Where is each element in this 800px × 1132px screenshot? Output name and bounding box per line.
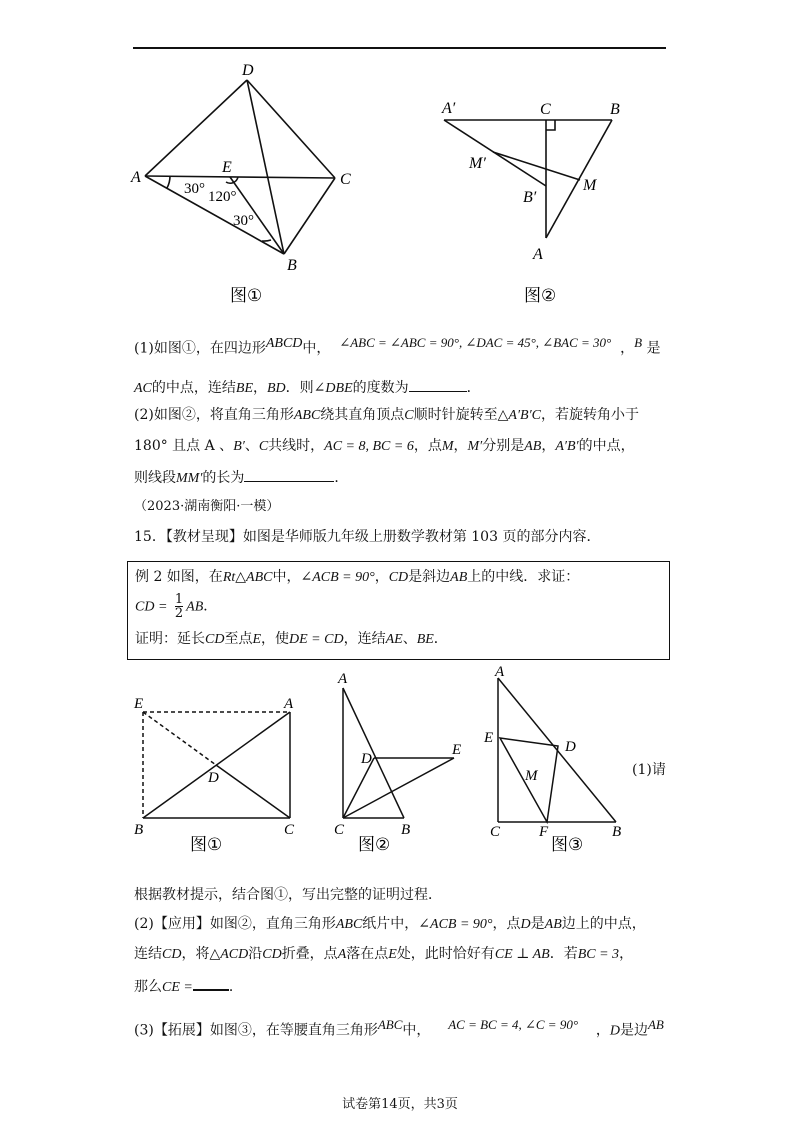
- f1-label-E: E: [134, 696, 144, 712]
- arc-angle-B: [262, 240, 271, 241]
- seg-ED-dashed: [143, 712, 216, 765]
- f3-label-F: F: [539, 824, 549, 840]
- seg-AB: [145, 176, 284, 254]
- label-D: D: [242, 62, 254, 79]
- q15-part1-tail: (1)请: [632, 762, 666, 778]
- q15-figures: [0, 660, 800, 860]
- answer-blank-3[interactable]: [193, 975, 229, 991]
- seg-MMp: [493, 152, 580, 180]
- right-angle-mark: [546, 120, 555, 130]
- seg-BC: [284, 178, 335, 254]
- f2-label-C: C: [334, 822, 345, 838]
- f1-label-B: B: [134, 822, 144, 838]
- seg-CE2: [343, 758, 454, 818]
- caption-q15-fig1: 图①: [190, 835, 223, 855]
- label-B2: B: [610, 101, 620, 118]
- seg-AB2: [343, 688, 404, 818]
- box-line1: 例 2 如图，在Rt△ABC中，∠ACB = 90°，CD是斜边AB上的中线．求证：: [135, 569, 580, 585]
- q15-part2-line2: 连结CD，将△ACD沿CD折叠，点A落在点E处，此时恰好有CE ⊥ AB．若BC = 3，: [134, 946, 634, 962]
- f3-label-M: M: [525, 768, 538, 784]
- seg-AC: [145, 176, 335, 178]
- angle-label-30a: 30°: [184, 181, 205, 197]
- label-E: E: [222, 159, 232, 176]
- q14-part2-line3: 则线段MM′的长为 ．: [134, 467, 348, 489]
- f2-label-B: B: [401, 822, 411, 838]
- q14-part1-line2: AC的中点，连结BE，BD．则∠DBE的度数为 ．: [134, 377, 481, 399]
- q15-part3-line1: (3)【拓展】如图③，在等腰直角三角形$^{ABC}$中， $^{AC = BC = 4, \angle C = 90^\circ}$ ，D是边$^{AB}$: [134, 1017, 664, 1039]
- caption-q15-fig2: 图②: [358, 835, 391, 855]
- q14-source: （2023·湖南衡阳·一模）: [134, 499, 280, 514]
- caption-top-fig1: 图①: [230, 286, 263, 306]
- label-C: C: [340, 171, 351, 188]
- f2-label-E: E: [452, 742, 462, 758]
- f2-label-D: D: [361, 751, 372, 767]
- label-Bp: B′: [523, 189, 537, 206]
- f1-label-A: A: [284, 696, 294, 712]
- q15-part2-line3: 那么CE = ．: [134, 975, 243, 998]
- q15-part1-line: 根据教材提示，结合图①，写出完整的证明过程．: [134, 887, 442, 903]
- label-Mp: M′: [469, 155, 486, 172]
- angle-label-120: 120°: [208, 189, 237, 205]
- f2-label-A: A: [338, 671, 348, 687]
- caption-q15-fig3: 图③: [551, 835, 584, 855]
- q14-part2-line1: (2)如图②，将直角三角形ABC绕其直角顶点C顺时针旋转至△A′B′C，若旋转角小于: [134, 407, 639, 423]
- box-proof: 证明：延长CD至点E，使DE = CD，连结AE、BE．: [135, 631, 448, 647]
- f3-label-C: C: [490, 824, 501, 840]
- f3-label-E: E: [484, 730, 494, 746]
- seg-DC: [216, 765, 290, 818]
- fraction-half: $\frac{1}{2}$: [174, 592, 184, 621]
- answer-blank-2[interactable]: [244, 467, 334, 482]
- label-A: A: [131, 169, 141, 186]
- seg-DC: [247, 80, 335, 178]
- label-C2: C: [540, 101, 551, 118]
- box-equation: CD = $\frac{1}{2}$ AB．: [135, 592, 218, 621]
- label-Ap: A′: [442, 100, 456, 117]
- q15-part2-line1: (2)【应用】如图②，直角三角形ABC纸片中，∠ACB = 90°，点D是AB边上的中点，: [134, 916, 646, 932]
- f3-label-D: D: [565, 739, 576, 755]
- f1-label-D: D: [208, 770, 219, 786]
- angle-label-30b: 30°: [233, 213, 254, 229]
- f3-label-A: A: [495, 664, 505, 680]
- label-B: B: [287, 257, 297, 274]
- f1-label-C: C: [284, 822, 295, 838]
- label-M: M: [583, 177, 597, 194]
- label-A2: A: [533, 246, 543, 263]
- q14-part2-line2: 180° 且点 A 、B′、C共线时，AC = 8, BC = 6，点M，M′分别是AB，A′B′的中点，: [134, 438, 635, 454]
- arc-angle-A: [167, 176, 170, 188]
- q15-intro: 15．【教材呈现】如图是华师版九年级上册数学教材第 103 页的部分内容．: [134, 529, 601, 545]
- caption-top-fig2: 图②: [524, 286, 557, 306]
- page-footer: 试卷第14页，共3页: [342, 1097, 458, 1112]
- answer-blank-1[interactable]: [409, 377, 467, 392]
- f3-label-B: B: [612, 824, 622, 840]
- top-figure-1: [0, 0, 800, 310]
- q14-part1-line1: (1)如图①，在四边形$^{ABCD}$中， $^{\angle ABC = \angle ABC = 90^\circ, \angle DAC = 45^\circ, \angle BAC = 30^\circ}$ ，$^B$ 是: [134, 335, 661, 357]
